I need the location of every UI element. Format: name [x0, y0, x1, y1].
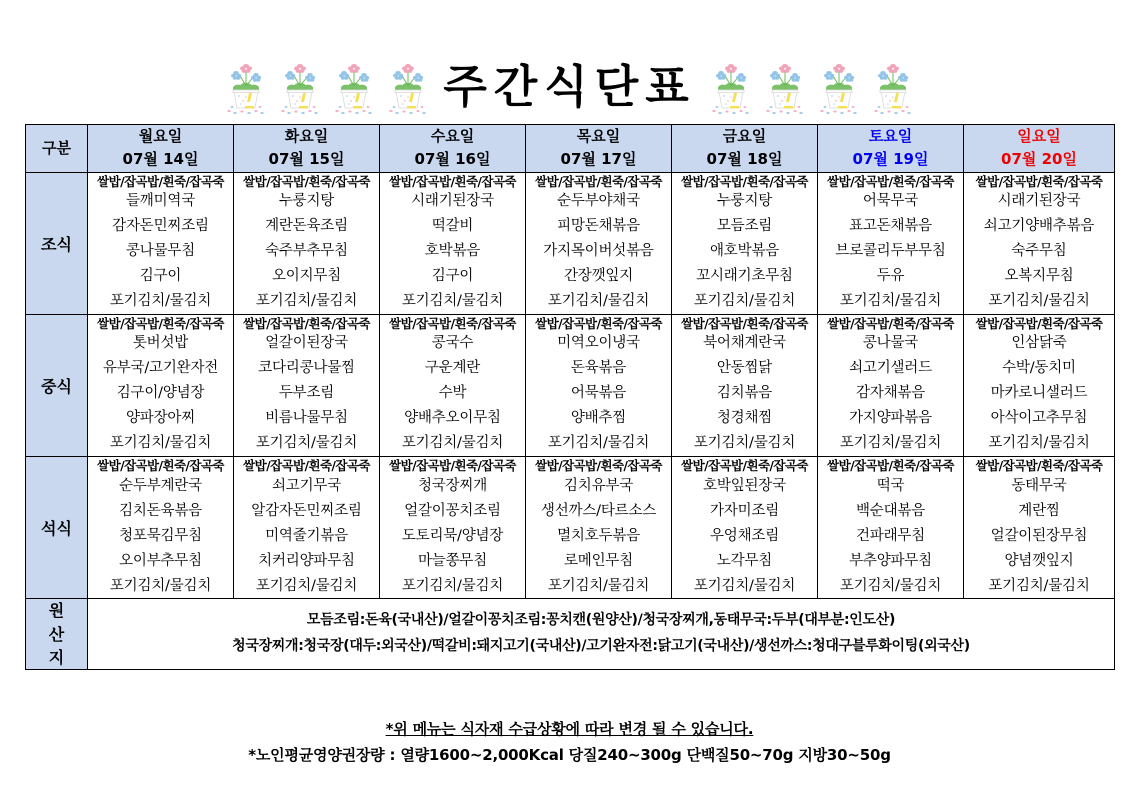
dish-item: 얼갈이된장무침 [990, 527, 1088, 544]
dish-item: 김구이 [139, 267, 182, 284]
header-day-4 [672, 125, 818, 173]
dish-item: 어묵볶음 [570, 385, 627, 402]
rice-options: 쌀밥/잡곡밥/흰죽/잡곡죽 [975, 173, 1103, 189]
dish-item: 포기김치/물김치 [988, 577, 1090, 594]
meal-cell-dinner-5 [818, 457, 964, 599]
flower-pot-group-left [225, 56, 429, 116]
dish-item: 김치유부국 [563, 477, 634, 494]
flower-pot-icon [710, 56, 752, 116]
header-day-1 [234, 125, 380, 173]
dish-item: 누룽지탕 [278, 193, 335, 210]
flower-pot-icon [279, 56, 321, 116]
rice-options: 쌀밥/잡곡밥/흰죽/잡곡죽 [389, 315, 516, 331]
dish-item: 구운계란 [424, 360, 481, 377]
dish-item: 오복지무침 [1004, 267, 1074, 284]
title-banner [25, 55, 1114, 117]
dish-item: 도토리묵/양념장 [401, 527, 504, 544]
day-date-5: 07월 19일 [852, 150, 929, 169]
dish-item: 어묵무국 [862, 193, 919, 210]
meal-label-dinner: 석식 [26, 457, 88, 599]
meal-cell-lunch-6 [964, 314, 1115, 456]
dish-item: 모듬조림 [716, 218, 773, 235]
dish-item: 포기김치/물김치 [255, 435, 358, 452]
flower-pot-group-right [710, 56, 914, 116]
rice-options: 쌀밥/잡곡밥/흰죽/잡곡죽 [389, 173, 516, 189]
footnotes [25, 716, 1114, 769]
weekly-menu-table [25, 124, 1115, 670]
meal-cell-breakfast-1 [234, 172, 380, 314]
meal-cell-breakfast-3 [526, 172, 672, 314]
day-date-6: 07월 20일 [1001, 150, 1077, 169]
dish-item: 순두부계란국 [119, 477, 202, 494]
dish-item: 포기김치/물김치 [547, 577, 650, 594]
dish-item: 계란돈육조림 [265, 218, 348, 235]
footnote-nutrition: *노인평균영양권장량 : 열량1600~2,000Kcal 당질240~300g 단백질50~70g 지방30~50g [248, 746, 891, 765]
day-date-3: 07월 17일 [560, 150, 637, 169]
flower-pot-icon [818, 56, 860, 116]
dish-item: 포기김치/물김치 [109, 435, 212, 452]
meal-cell-lunch-2 [380, 314, 526, 456]
dish-item: 아삭이고추무침 [990, 410, 1088, 427]
day-name-2: 수요일 [430, 127, 475, 145]
dish-item: 호박잎된장국 [703, 477, 786, 494]
dish-item: 수박 [438, 385, 467, 402]
dish-item: 쇠고기양배추볶음 [983, 218, 1095, 235]
footnote-menu-change: *위 메뉴는 식자재 수급상황에 따라 변경 될 수 있습니다. [385, 720, 754, 738]
dish-item: 피망돈채볶음 [557, 218, 640, 235]
dish-item: 쇠고기샐러드 [849, 360, 932, 377]
dish-item: 북어채계란국 [703, 335, 786, 352]
dish-item: 우엉채조림 [709, 527, 780, 544]
meal-row-breakfast [26, 172, 1115, 314]
dish-item: 마늘쫑무침 [417, 552, 488, 569]
origin-label [26, 599, 88, 670]
dish-item: 양념깻잎지 [1004, 552, 1074, 569]
rice-options: 쌀밥/잡곡밥/흰죽/잡곡죽 [975, 315, 1103, 331]
day-date-2: 07월 16일 [414, 150, 491, 169]
dish-item: 양배추찜 [570, 410, 627, 427]
origin-row [26, 599, 1115, 670]
table-header-row [26, 125, 1115, 173]
dish-item: 계란찜 [1018, 502, 1060, 519]
rice-options: 쌀밥/잡곡밥/흰죽/잡곡죽 [535, 173, 662, 189]
dish-item: 시래기된장국 [997, 193, 1081, 210]
dish-item: 포기김치/물김치 [255, 577, 358, 594]
rice-options: 쌀밥/잡곡밥/흰죽/잡곡죽 [97, 173, 224, 189]
dish-item: 시래기된장국 [411, 193, 494, 210]
meal-cell-dinner-2 [380, 457, 526, 599]
dish-item: 콩국수 [431, 335, 474, 352]
dish-item: 미역오이냉국 [557, 335, 640, 352]
meal-cell-dinner-3 [526, 457, 672, 599]
dish-item: 비름나물무침 [265, 410, 348, 427]
day-date-4: 07월 18일 [706, 150, 783, 169]
dish-item: 김치볶음 [716, 385, 773, 402]
dish-item: 포기김치/물김치 [988, 292, 1090, 309]
dish-item: 가자미조림 [709, 502, 780, 519]
rice-options: 쌀밥/잡곡밥/흰죽/잡곡죽 [243, 315, 370, 331]
rice-options: 쌀밥/잡곡밥/흰죽/잡곡죽 [535, 458, 662, 474]
flower-pot-icon [764, 56, 806, 116]
rice-options: 쌀밥/잡곡밥/흰죽/잡곡죽 [975, 458, 1103, 474]
dish-item: 두부조림 [278, 385, 335, 402]
meal-cell-lunch-0 [88, 314, 234, 456]
dish-item: 김구이 [431, 267, 474, 284]
rice-options: 쌀밥/잡곡밥/흰죽/잡곡죽 [681, 458, 808, 474]
dish-item: 두유 [876, 267, 905, 284]
dish-item: 누룽지탕 [716, 193, 773, 210]
dish-item: 콩나물국 [862, 335, 919, 352]
origin-label-char: 지 [48, 647, 65, 667]
dish-item: 오이지무침 [271, 267, 342, 284]
meal-cell-dinner-6 [964, 457, 1115, 599]
dish-item: 포기김치/물김치 [547, 435, 650, 452]
meal-cell-lunch-4 [672, 314, 818, 456]
flower-pot-icon [387, 56, 429, 116]
dish-item: 청포묵김무침 [119, 527, 202, 544]
dish-item: 인삼닭죽 [1011, 335, 1067, 352]
day-name-6: 일요일 [1017, 127, 1061, 145]
origin-content [88, 599, 1115, 670]
dish-item: 건파래무침 [855, 527, 926, 544]
day-name-5: 토요일 [868, 127, 913, 145]
dish-item: 애호박볶음 [709, 243, 780, 259]
dish-item: 생선까스/타르소스 [540, 502, 657, 519]
dish-item: 숙주부추무침 [265, 243, 348, 259]
dish-item: 포기김치/물김치 [547, 292, 650, 309]
meal-cell-lunch-1 [234, 314, 380, 456]
dish-item: 미역줄기볶음 [265, 527, 348, 544]
meal-row-lunch [26, 314, 1115, 456]
meal-cell-breakfast-5 [818, 172, 964, 314]
dish-item: 떡국 [876, 477, 905, 494]
day-name-4: 금요일 [722, 127, 767, 145]
dish-item: 노각무침 [716, 552, 773, 569]
rice-options: 쌀밥/잡곡밥/흰죽/잡곡죽 [827, 173, 954, 189]
dish-item: 청국장찌개 [417, 477, 488, 494]
dish-item: 포기김치/물김치 [839, 435, 942, 452]
dish-item: 양파장아찌 [125, 410, 196, 427]
dish-item: 포기김치/물김치 [109, 292, 212, 309]
dish-item: 포기김치/물김치 [401, 292, 504, 309]
rice-options: 쌀밥/잡곡밥/흰죽/잡곡죽 [827, 315, 954, 331]
dish-item: 김치돈육볶음 [119, 502, 202, 519]
dish-item: 콩나물무침 [125, 243, 196, 259]
meal-label-lunch: 중식 [26, 314, 88, 456]
gubun-label: 구분 [42, 138, 71, 157]
origin-label-char: 산 [48, 624, 65, 644]
dish-item: 동태무국 [1011, 477, 1067, 494]
meal-row-dinner [26, 457, 1115, 599]
day-date-0: 07월 14일 [122, 150, 199, 169]
meal-cell-dinner-4 [672, 457, 818, 599]
dish-item: 포기김치/물김치 [839, 292, 942, 309]
dish-item: 쇠고기무국 [271, 477, 342, 494]
dish-item: 포기김치/물김치 [401, 435, 504, 452]
dish-item: 청경채찜 [716, 410, 773, 427]
day-name-0: 월요일 [138, 127, 183, 145]
day-date-1: 07월 15일 [268, 150, 345, 169]
dish-item: 브로콜리두부무침 [835, 243, 946, 259]
dish-item: 호박볶음 [424, 243, 481, 259]
header-day-5 [818, 125, 964, 173]
rice-options: 쌀밥/잡곡밥/흰죽/잡곡죽 [535, 315, 662, 331]
dish-item: 부추양파무침 [849, 552, 932, 569]
dish-item: 포기김치/물김치 [693, 435, 796, 452]
dish-item: 순두부야채국 [557, 193, 640, 210]
dish-item: 꼬시래기초무침 [696, 267, 793, 284]
rice-options: 쌀밥/잡곡밥/흰죽/잡곡죽 [97, 315, 224, 331]
dish-item: 치커리양파무침 [258, 552, 355, 569]
rice-options: 쌀밥/잡곡밥/흰죽/잡곡죽 [243, 173, 370, 189]
dish-item: 가지양파볶음 [849, 410, 932, 427]
flower-pot-icon [225, 56, 267, 116]
dish-item: 포기김치/물김치 [401, 577, 504, 594]
dish-item: 멸치호두볶음 [557, 527, 640, 544]
dish-item: 포기김치/물김치 [988, 435, 1090, 452]
dish-item: 톳버섯밥 [132, 335, 189, 352]
dish-item: 떡갈비 [431, 218, 474, 235]
dish-item: 알감자돈민찌조림 [251, 502, 362, 519]
dish-item: 양배추오이무침 [404, 410, 501, 427]
dish-item: 김구이/양념장 [116, 385, 205, 402]
dish-item: 감자돈민찌조림 [112, 218, 209, 235]
dish-item: 포기김치/물김치 [839, 577, 942, 594]
dish-item: 마카로니샐러드 [990, 385, 1088, 402]
meal-cell-dinner-1 [234, 457, 380, 599]
dish-item: 오이부추무침 [119, 552, 202, 569]
meal-cell-breakfast-0 [88, 172, 234, 314]
header-day-0 [88, 125, 234, 173]
header-day-6 [964, 125, 1115, 173]
meal-cell-breakfast-2 [380, 172, 526, 314]
flower-pot-icon [872, 56, 914, 116]
rice-options: 쌀밥/잡곡밥/흰죽/잡곡죽 [681, 173, 808, 189]
dish-item: 로메인무침 [563, 552, 634, 569]
page-title: 주간식단표 [443, 59, 696, 113]
meal-cell-dinner-0 [88, 457, 234, 599]
dish-item: 백순대볶음 [855, 502, 926, 519]
dish-item: 얼갈이된장국 [265, 335, 348, 352]
dish-item: 간장깻잎지 [563, 267, 634, 284]
rice-options: 쌀밥/잡곡밥/흰죽/잡곡죽 [243, 458, 370, 474]
rice-options: 쌀밥/잡곡밥/흰죽/잡곡죽 [97, 458, 224, 474]
header-day-3 [526, 125, 672, 173]
meal-cell-lunch-3 [526, 314, 672, 456]
origin-line: 모듬조림:돈육(국내산)/얼갈이꽁치조림:꽁치캔(원양산)/청국장찌개,동태무국:두부(대부분:인도산) [306, 612, 896, 629]
dish-item: 포기김치/물김치 [693, 577, 796, 594]
header-gubun [26, 125, 88, 173]
meal-cell-breakfast-4 [672, 172, 818, 314]
dish-item: 돈육볶음 [570, 360, 627, 377]
dish-item: 코다리콩나물찜 [258, 360, 355, 377]
day-name-3: 목요일 [576, 127, 621, 145]
flower-pot-icon [333, 56, 375, 116]
dish-item: 표고돈채볶음 [849, 218, 932, 235]
header-day-2 [380, 125, 526, 173]
meal-cell-lunch-5 [818, 314, 964, 456]
dish-item: 들깨미역국 [125, 193, 196, 210]
rice-options: 쌀밥/잡곡밥/흰죽/잡곡죽 [827, 458, 954, 474]
dish-item: 가지목이버섯볶음 [543, 243, 654, 259]
dish-item: 숙주무침 [1011, 243, 1067, 259]
dish-item: 얼갈이꽁치조림 [404, 502, 501, 519]
dish-item: 포기김치/물김치 [693, 292, 796, 309]
dish-item: 감자채볶음 [855, 385, 926, 402]
meal-label-breakfast: 조식 [26, 172, 88, 314]
dish-item: 유부국/고기완자전 [102, 360, 219, 377]
origin-label-char: 원 [48, 601, 65, 621]
rice-options: 쌀밥/잡곡밥/흰죽/잡곡죽 [389, 458, 516, 474]
dish-item: 포기김치/물김치 [109, 577, 212, 594]
dish-item: 안동찜닭 [716, 360, 773, 377]
rice-options: 쌀밥/잡곡밥/흰죽/잡곡죽 [681, 315, 808, 331]
origin-line: 청국장찌개:청국장(대두:외국산)/떡갈비:돼지고기(국내산)/고기완자전:닭고기(국내산)/생선까스:청대구블루화이팅(외국산) [232, 638, 970, 655]
dish-item: 포기김치/물김치 [255, 292, 358, 309]
dish-item: 수박/동치미 [1002, 360, 1076, 377]
meal-cell-breakfast-6 [964, 172, 1115, 314]
day-name-1: 화요일 [284, 127, 329, 145]
